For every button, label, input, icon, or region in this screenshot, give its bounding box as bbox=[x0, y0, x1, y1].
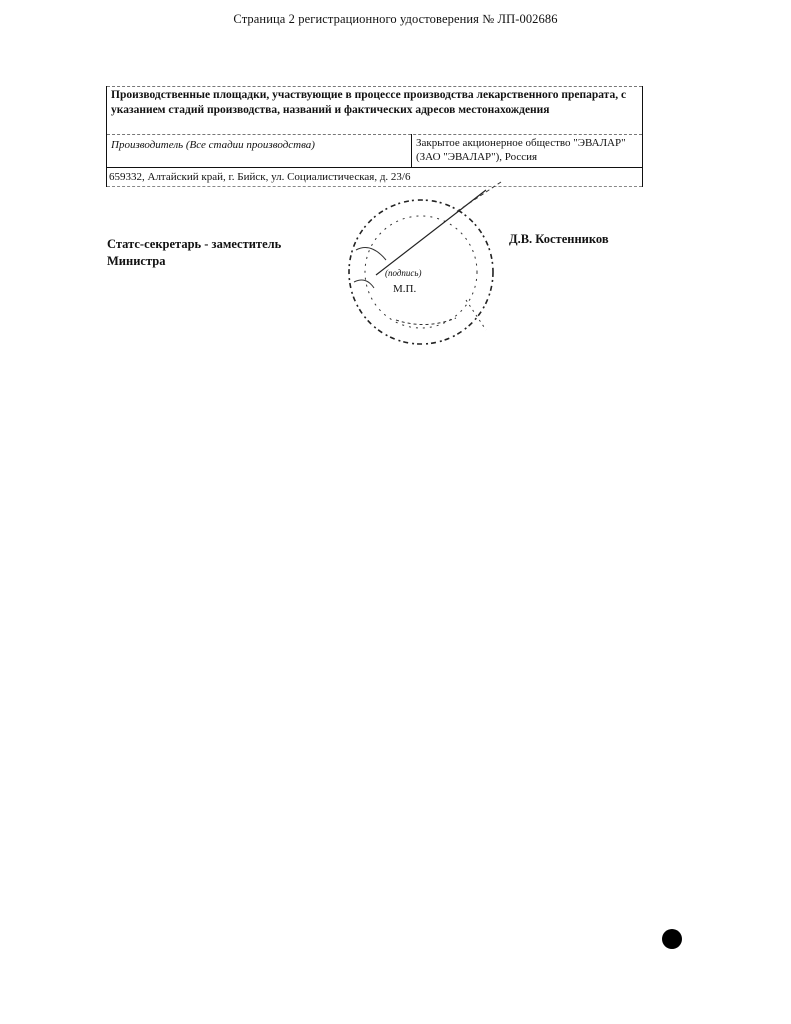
stamp-mp-label: М.П. bbox=[393, 283, 417, 295]
corner-dot-mark bbox=[662, 929, 682, 949]
table-column-divider bbox=[411, 134, 412, 167]
table-heading: Производственные площадки, участвующие в процессе производства лекарственного препарата, с указанием стадий производства, названий и фактических адресов местонахождения bbox=[111, 89, 627, 116]
manufacturer-role-label: Производитель (Все стадии производства) bbox=[111, 139, 315, 151]
site-address: 659332, Алтайский край, г. Бийск, ул. Социалистическая, д. 23/6 bbox=[109, 171, 411, 183]
page-header: Страница 2 регистрационного удостоверения № ЛП-002686 bbox=[233, 12, 558, 26]
table-address-rule bbox=[107, 167, 642, 168]
official-seal-stamp bbox=[336, 180, 506, 350]
signer-name: Д.В. Костенников bbox=[509, 232, 609, 246]
table-mid-rule bbox=[107, 134, 642, 135]
stamp-signature-label: (подпись) bbox=[385, 268, 422, 278]
table-top-rule bbox=[107, 86, 642, 87]
signer-position: Статс-секретарь - заместитель Министра bbox=[107, 237, 282, 268]
manufacturer-company-name: Закрытое акционерное общество "ЭВАЛАР" (ЗАО "ЭВАЛАР"), Россия bbox=[416, 137, 626, 163]
production-sites-table bbox=[106, 86, 643, 187]
